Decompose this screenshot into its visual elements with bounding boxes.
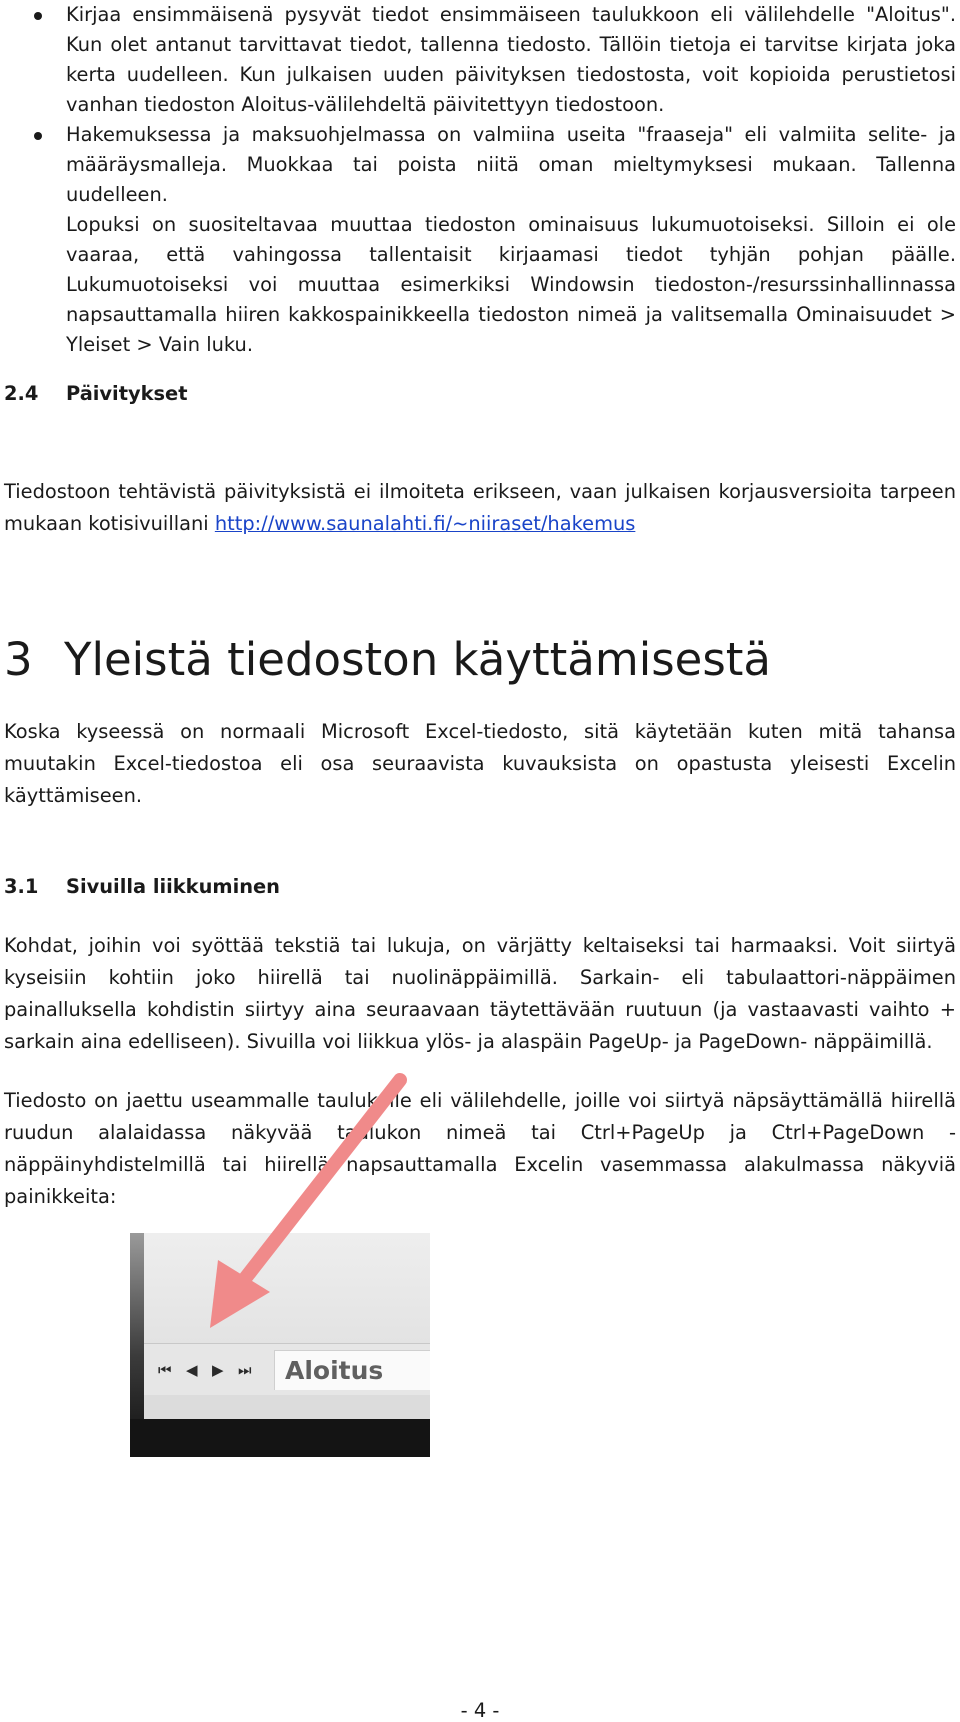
sheet-tab-aloitus: Aloitus	[274, 1350, 430, 1390]
chapter-title: Yleistä tiedoston käyttämisestä	[64, 633, 771, 686]
list-item: Kirjaa ensimmäisenä pysyvät tiedot ensimmäiseen taulukkoon eli välilehdelle "Aloitus". Kun olet antanut tarvittavat tiedot, tallenna tiedosto. Tällöin tietoja ei tarvitse kirjata joka kerta uudelleen. Kun julkaisen uuden päivityksen tiedostosta, voit kopioida perustietosi vanhan tiedoston Aloitus-välilehdeltä päivitettyyn tiedostoon.	[0, 0, 956, 120]
section-title: Päivitykset	[66, 382, 188, 405]
section-title: Sivuilla liikkuminen	[66, 875, 280, 898]
section-number: 3.1	[4, 875, 39, 898]
page-number: - 4 -	[460, 1699, 500, 1722]
next-sheet-icon: ▶	[212, 1361, 224, 1379]
sheets-paragraph: Tiedosto on jaettu useammalle taulukolle eli välilehdelle, joille voi siirtyä näpsäyttämällä hiirellä ruudun alalaidassa näkyvää taulukon nimeä tai Ctrl+PageUp ja Ctrl+PageDown -näppäinyhdistelmillä tai hiirellä napsauttamalla Excelin vasemmassa alakulmassa näkyviä painikkeita:	[4, 1089, 956, 1208]
section-number: 2.4	[4, 382, 39, 405]
list-item: Hakemuksessa ja maksuohjelmassa on valmiina useita "fraaseja" eli valmiita selite- ja määräysmalleja. Muokkaa tai poista niitä oman mieltymyksesi mukaan. Tallenna uudelleen.	[0, 120, 956, 210]
bullet-icon	[34, 132, 42, 140]
navigation-paragraph: Kohdat, joihin voi syöttää tekstiä tai lukuja, on värjätty keltaiseksi tai harmaaksi. Voit siirtyä kyseisiin kohtiin joko hiirellä tai nuolinäppäimillä. Sarkain- eli tabulaattori-näppäimen painalluksella kohdistin siirtyy aina seuraavaan täytettävään ruutuun (ja vastaavasti vaihto + sarkain aina edelliseen). Sivuilla voi liikkua ylös- ja alaspäin PageUp- ja PageDown- näppäimillä.	[4, 934, 956, 1053]
bullet-icon	[34, 12, 42, 20]
last-sheet-icon: ⏭	[238, 1361, 252, 1379]
updates-paragraph: Tiedostoon tehtävistä päivityksistä ei ilmoiteta erikseen, vaan julkaisen korjausversioita tarpeen mukaan kotisivuillani http://www.saunalahti.fi/~niiraset/hakemus	[4, 480, 956, 535]
first-sheet-icon: ⏮	[158, 1361, 172, 1379]
pointer-arrow-icon	[130, 1070, 430, 1330]
chapter-number: 3	[4, 633, 33, 686]
homepage-link[interactable]: http://www.saunalahti.fi/~niiraset/hakemus	[214, 512, 636, 535]
previous-sheet-icon: ◀	[186, 1361, 198, 1379]
sheet-tab-strip	[144, 1343, 430, 1396]
chapter-intro-paragraph: Koska kyseessä on normaali Microsoft Excel-tiedosto, sitä käytetään kuten mitä tahansa muutakin Excel-tiedostoa eli osa seuraavista kuvauksista on opastusta yleisesti Excelin käyttämiseen.	[4, 720, 956, 807]
list-followup-paragraph: Lopuksi on suositeltavaa muuttaa tiedoston ominaisuus lukumuotoiseksi. Silloin ei ole vaaraa, että vahingossa tallentaisit kirjaamasi tiedot tyhjän pohjan päälle. Lukumuotoiseksi voi muuttaa esimerkiksi Windowsin tiedoston-/resurssinhallinnassa napsauttamalla hiiren kakkospainikkeella tiedoston nimeä ja valitsemalla Ominaisuudet > Yleiset > Vain luku.	[66, 213, 956, 356]
instruction-list	[0, 0, 960, 360]
